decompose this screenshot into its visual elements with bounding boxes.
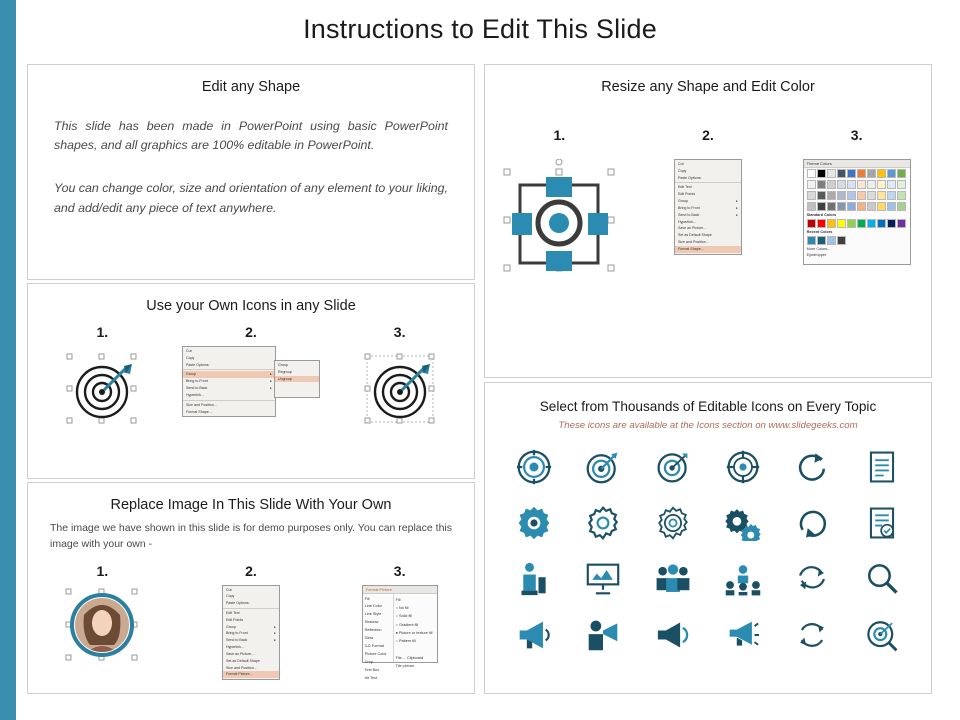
icon-cell[interactable]	[569, 553, 639, 605]
icon-cell[interactable]	[778, 441, 848, 493]
panel-resize-shape	[484, 64, 932, 378]
resize-step-1: 1.	[553, 127, 566, 143]
more-colors-item[interactable]: More Colors...	[806, 247, 831, 251]
resize-thumbnails	[485, 159, 931, 279]
target-arrow-icon	[585, 449, 621, 485]
theme-colors-panel-mock	[803, 159, 911, 265]
recent-colors-label: Recent Colors	[806, 230, 833, 234]
edit-shape-paragraph-2: You can change color, size and orientation of any element to your liking, and add/edit any piece of text anywhere.	[54, 181, 448, 215]
icon-cell[interactable]	[847, 497, 917, 549]
replace-image-step-3: 3.	[393, 562, 406, 579]
target-dart-icon	[655, 449, 691, 485]
icon-cell[interactable]	[847, 441, 917, 493]
panel-edit-any-shape	[27, 64, 475, 280]
accent-bar	[0, 0, 16, 720]
theme-colors-header: Theme Colors	[804, 160, 910, 168]
magnifier-icon	[865, 562, 899, 596]
icon-cell[interactable]	[569, 497, 639, 549]
icon-cell[interactable]	[778, 553, 848, 605]
edit-shape-paragraph-1: This slide has been made in PowerPoint using basic PowerPoint shapes, and all graphics are 100% editable in PowerPoint.	[54, 119, 448, 153]
standard-colors-label: Standard Colors	[806, 213, 837, 217]
panel-icon-library	[484, 382, 932, 694]
target-with-handles-icon	[59, 346, 145, 432]
target-search-icon	[865, 618, 899, 652]
target-selected-icon	[357, 346, 443, 432]
icon-cell[interactable]	[778, 609, 848, 661]
recycle-arrows-icon	[795, 618, 829, 652]
resize-thumb-3	[783, 159, 930, 265]
format-picture-panel-mock: Format Picture Fill Line Color Line Style Shadow Reflection Glow 3-D Format Picture Color Crop Text Box Alt Text Fill ○ No fill ○ Solid fill ○ Gradient fill ● Picture or texture fill ○ Pattern fill File... Clipboard Tile picture	[362, 585, 438, 663]
resize-step-2: 2.	[702, 127, 714, 143]
resize-step-3: 3.	[850, 127, 863, 143]
own-icons-step-3: 3.	[393, 324, 406, 340]
resize-thumb-2	[634, 159, 781, 255]
icon-cell[interactable]	[847, 609, 917, 661]
replace-image-step-1: 1.	[96, 562, 109, 579]
panel-replace-image	[27, 482, 475, 694]
icon-cell[interactable]	[499, 553, 569, 605]
panel-title-edit-shape: Edit any Shape	[201, 79, 301, 95]
icon-cell[interactable]	[708, 441, 778, 493]
replace-image-thumb-2	[177, 585, 324, 681]
icon-cell[interactable]	[569, 609, 639, 661]
shape-resize-handles-icon	[500, 159, 618, 279]
replace-image-thumbnails	[28, 585, 474, 681]
icon-cell[interactable]	[638, 553, 708, 605]
resize-thumb-1	[486, 159, 633, 279]
announcement-icon	[725, 619, 761, 651]
icon-cell[interactable]	[499, 441, 569, 493]
eyedropper-item[interactable]: Eyedropper	[806, 253, 827, 257]
own-icons-step-1: 1.	[96, 324, 109, 340]
context-submenu-mock: Group Regroup Ungroup	[274, 360, 320, 398]
icon-cell[interactable]	[708, 553, 778, 605]
document-list-icon	[866, 450, 898, 484]
icon-cell[interactable]	[499, 609, 569, 661]
icon-cell[interactable]	[708, 497, 778, 549]
icon-cell[interactable]	[499, 497, 569, 549]
sync-arrows-icon	[795, 562, 829, 596]
gears-icon	[724, 505, 762, 541]
page-title: Instructions to Edit This Slide	[303, 14, 657, 44]
replace-image-step-2: 2.	[245, 562, 257, 579]
gear-settings-icon	[655, 505, 691, 541]
person-megaphone-icon	[585, 618, 621, 652]
replace-image-thumb-1	[29, 585, 176, 665]
speaker-icon	[655, 619, 691, 651]
shape-context-menu-mock: Cut Copy Paste Options: Edit Text Edit Points Group ▸ Bring to Front ▸ Send to Back ▸ Hyperlink... Save as Picture... Set as Default Shape Size and Position... Format Shape...	[674, 159, 742, 255]
own-icons-step-2: 2.	[245, 324, 257, 340]
own-icons-thumb-3	[326, 346, 473, 432]
panel-title-replace-image: Replace Image In This Slide With Your Own	[110, 497, 392, 513]
gear-icon	[516, 505, 552, 541]
checklist-document-icon	[866, 506, 898, 540]
image-context-menu-mock: Cut Copy Paste Options: Edit Text Edit Points Group ▸ Bring to Front ▸ Send to Back ▸ Hyperlink... Save as Picture... Set as Default Shape Size and Position... Format Picture...	[222, 585, 280, 681]
icon-cell[interactable]	[847, 553, 917, 605]
own-icons-thumbnails	[28, 346, 474, 432]
icon-cell[interactable]	[569, 441, 639, 493]
icon-library-subtitle: These icons are available at the Icons section on www.slidegeeks.com	[558, 420, 858, 431]
crosshair-icon	[725, 449, 761, 485]
panel-title-icon-library: Select from Thousands of Editable Icons on Every Topic	[539, 399, 877, 414]
own-icons-step-numbers	[28, 324, 474, 340]
refresh-arrow-icon	[795, 450, 829, 484]
group-people-icon	[654, 562, 692, 596]
panel-title-own-icons: Use your Own Icons in any Slide	[146, 298, 356, 314]
target-icon	[516, 449, 552, 485]
replace-image-subtitle: The image we have shown in this slide is for demo purposes only. You can replace this image with your own -	[50, 522, 452, 550]
own-icons-thumb-2	[177, 346, 324, 417]
gear-outline-icon	[585, 505, 621, 541]
icon-cell[interactable]	[638, 497, 708, 549]
portrait-photo-icon	[62, 585, 142, 665]
icon-cell[interactable]	[638, 609, 708, 661]
team-network-icon	[724, 562, 762, 596]
panel-title-resize: Resize any Shape and Edit Color	[601, 79, 815, 95]
reload-icon	[795, 506, 829, 540]
context-menu-mock: Cut Copy Paste Options: Group ▸ Bring to Front ▸ Send to Back ▸ Hyperlink... Size and Position... Format Shape...	[182, 346, 276, 417]
icon-cell[interactable]	[778, 497, 848, 549]
presentation-team-icon	[585, 562, 621, 596]
person-podium-icon	[517, 561, 551, 597]
replace-image-thumb-3	[326, 585, 473, 681]
resize-step-numbers	[485, 127, 931, 143]
replace-image-step-numbers	[28, 563, 474, 579]
icon-grid	[499, 441, 917, 661]
panel-use-own-icons	[27, 283, 475, 479]
megaphone-icon	[516, 618, 552, 652]
icon-cell[interactable]	[708, 609, 778, 661]
icon-cell[interactable]	[638, 441, 708, 493]
own-icons-thumb-1	[29, 346, 176, 432]
